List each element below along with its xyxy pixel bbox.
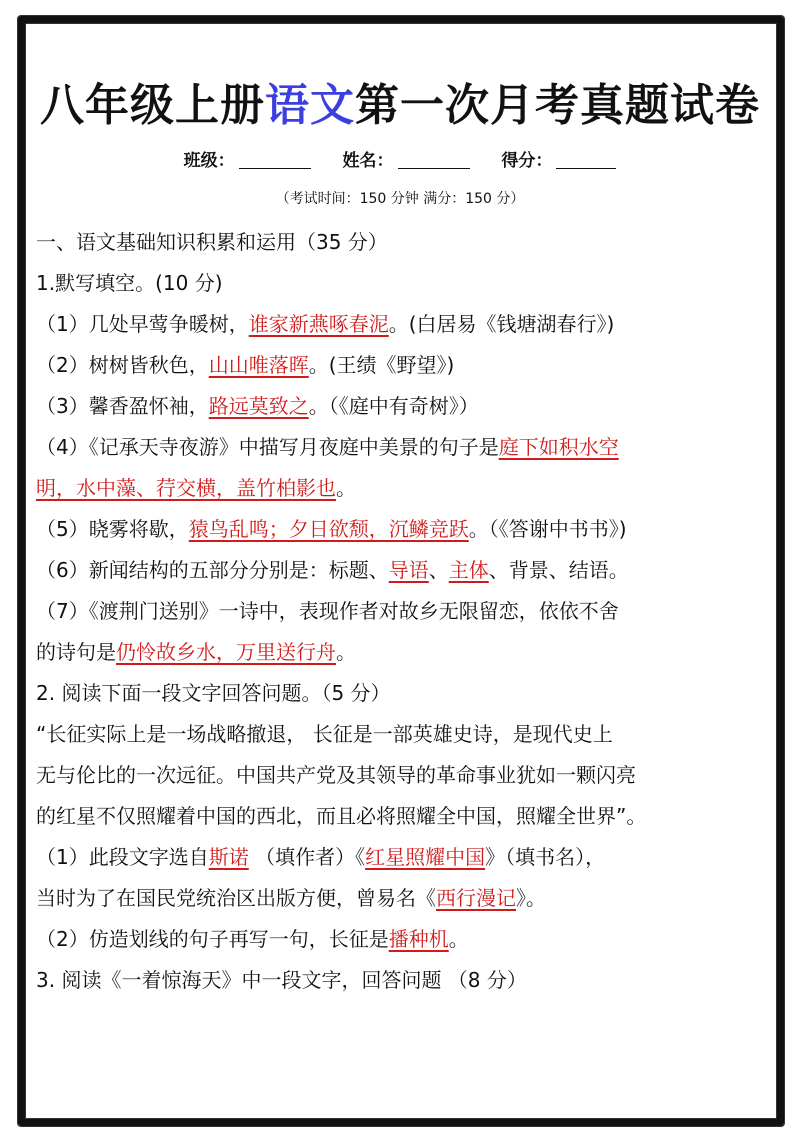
fill-item — [36, 345, 766, 386]
fill-item: （7）《渡荆门送别》一诗中，表现作者对故乡无限留恋，依依不舍 — [36, 599, 619, 623]
exam-content — [36, 222, 766, 1001]
item-text: （2）树树皆秋色， — [36, 353, 209, 377]
section-heading: 一、语文基础知识积累和运用（35 分） — [36, 230, 388, 254]
title-highlight: 语文 — [265, 80, 355, 131]
fill-item-cont — [36, 632, 766, 673]
item-text: 。(王绩《野望》) — [308, 353, 455, 377]
answer-text: 庭下如积水空 — [498, 435, 619, 459]
item-text: （1）几处早莺争暖树， — [36, 312, 249, 336]
item-text: （1）此段文字选自 — [36, 845, 209, 869]
item-text: 、背景、结语。 — [488, 558, 629, 582]
class-field[interactable] — [239, 150, 311, 169]
item-text: 。 — [448, 927, 469, 951]
passage-line: “长征实际上是一场战略撤退， 长征是一部英雄史诗，是现代史上 — [36, 722, 613, 746]
student-info-row — [0, 147, 800, 175]
question-heading: 3. 阅读《一着惊海天》中一段文字，回答问题 （8 分） — [36, 968, 527, 992]
sub-question — [36, 919, 766, 960]
answer-text: 播种机 — [388, 927, 449, 951]
answer-text: 主体 — [448, 558, 489, 582]
passage-line: 无与伦比的一次远征。中国共产党及其领导的革命事业犹如一颗闪亮 — [36, 763, 636, 787]
question-heading: 1.默写填空。(10 分) — [36, 271, 223, 295]
item-text: （2）仿造划线的句子再写一句，长征是 — [36, 927, 389, 951]
exam-meta: （考试时间：150 分钟 满分：150 分） — [275, 191, 525, 207]
answer-text: 斯诺 — [208, 845, 249, 869]
item-text: 》。 — [516, 886, 546, 910]
item-text: 、 — [428, 558, 449, 582]
answer-text: 导语 — [388, 558, 429, 582]
answer-text: 路远莫致之 — [208, 394, 309, 418]
answer-text: 谁家新燕啄春泥 — [248, 312, 389, 336]
answer-text: 明，水中藻、荇交横，盖竹柏影也 — [36, 476, 336, 500]
title-part2: 第一次月考真题试卷 — [355, 80, 760, 131]
name-field[interactable] — [398, 150, 470, 169]
item-text: 当时为了在国民党统治区出版方便，曾易名《 — [36, 886, 436, 910]
sub-question — [36, 837, 766, 878]
sub-question-cont — [36, 878, 766, 919]
item-text: 》（填书名）， — [485, 845, 606, 869]
fill-item — [36, 550, 766, 591]
fill-item — [36, 386, 766, 427]
fill-item — [36, 304, 766, 345]
score-label: 得分： — [501, 151, 553, 171]
item-text: （4）《记承天寺夜游》中描写月夜庭中美景的句子是 — [36, 435, 499, 459]
fill-item-cont — [36, 468, 766, 509]
item-text: 。 — [336, 476, 356, 500]
item-text: 。（《庭中有奇树》） — [308, 394, 479, 418]
item-text: （3）馨香盈怀袖， — [36, 394, 209, 418]
answer-text: 红星照耀中国 — [365, 845, 486, 869]
item-text: 。 — [336, 640, 356, 664]
item-text: 的诗句是 — [36, 640, 116, 664]
item-text: （5）晓雾将歇， — [36, 517, 189, 541]
page-title — [0, 78, 800, 134]
item-text: （6）新闻结构的五部分分别是：标题、 — [36, 558, 389, 582]
score-field[interactable] — [556, 150, 616, 169]
answer-text: 西行漫记 — [436, 886, 516, 910]
item-text: （填作者）《 — [248, 845, 366, 869]
question-heading: 2. 阅读下面一段文字回答问题。（5 分） — [36, 681, 391, 705]
answer-text: 仍怜故乡水，万里送行舟 — [116, 640, 336, 664]
answer-text: 猿鸟乱鸣；夕日欲颓，沉鳞竞跃 — [188, 517, 469, 541]
passage-line: 的红星不仅照耀着中国的西北，而且必将照耀全中国，照耀全世界”。 — [36, 804, 647, 828]
title-part1: 八年级上册 — [40, 80, 265, 131]
fill-item — [36, 509, 766, 550]
item-text: 。（《答谢中书书》) — [468, 517, 627, 541]
class-label: 班级： — [183, 151, 235, 171]
item-text: 。(白居易《钱塘湖春行》) — [388, 312, 615, 336]
name-label: 姓名： — [342, 151, 394, 171]
fill-item — [36, 427, 766, 468]
answer-text: 山山唯落晖 — [208, 353, 309, 377]
